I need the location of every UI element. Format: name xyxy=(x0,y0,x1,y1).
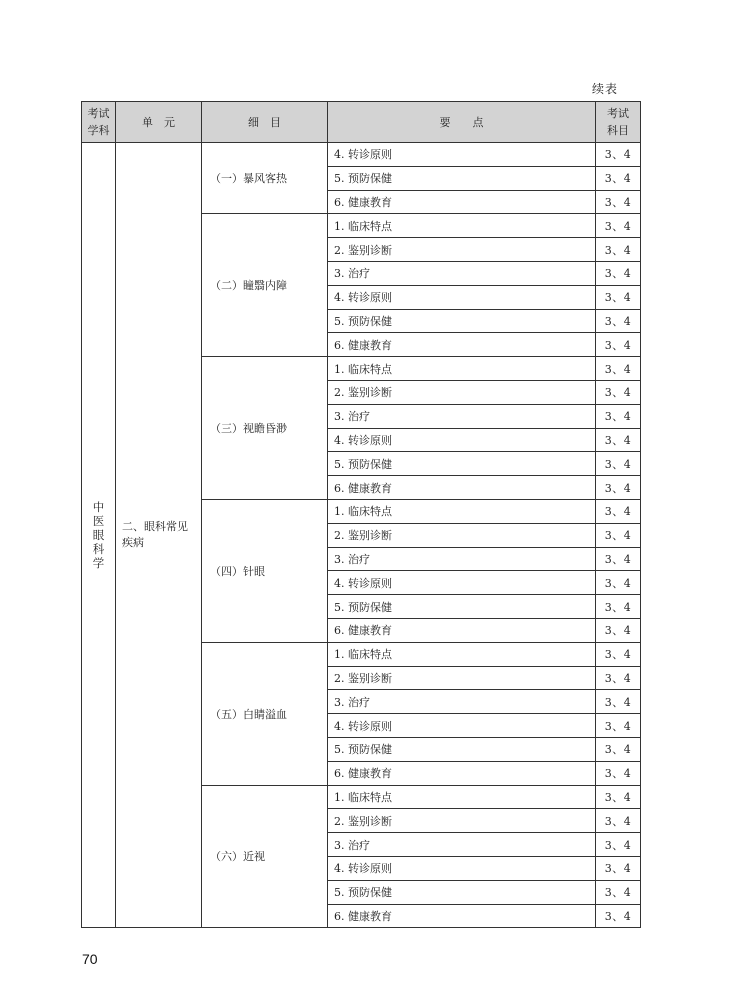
point-cell: 2. 鉴别诊断 xyxy=(328,809,596,833)
exam-cell: 3、4 xyxy=(596,238,641,262)
exam-cell: 3、4 xyxy=(596,404,641,428)
point-cell: 1. 临床特点 xyxy=(328,785,596,809)
header-points: 要 点 xyxy=(328,102,596,143)
point-cell: 2. 鉴别诊断 xyxy=(328,238,596,262)
exam-cell: 3、4 xyxy=(596,476,641,500)
item-cell: （四）针眼 xyxy=(202,499,328,642)
point-cell: 6. 健康教育 xyxy=(328,476,596,500)
point-cell: 6. 健康教育 xyxy=(328,333,596,357)
point-cell: 3. 治疗 xyxy=(328,547,596,571)
exam-cell: 3、4 xyxy=(596,214,641,238)
point-cell: 5. 预防保健 xyxy=(328,166,596,190)
point-cell: 5. 预防保健 xyxy=(328,595,596,619)
point-cell: 4. 转诊原则 xyxy=(328,143,596,167)
point-cell: 6. 健康教育 xyxy=(328,190,596,214)
exam-cell: 3、4 xyxy=(596,761,641,785)
point-cell: 5. 预防保健 xyxy=(328,880,596,904)
exam-cell: 3、4 xyxy=(596,833,641,857)
exam-cell: 3、4 xyxy=(596,428,641,452)
exam-cell: 3、4 xyxy=(596,856,641,880)
table-header-row xyxy=(82,102,641,143)
table-row xyxy=(82,143,641,167)
exam-cell: 3、4 xyxy=(596,523,641,547)
exam-cell: 3、4 xyxy=(596,571,641,595)
point-cell: 3. 治疗 xyxy=(328,261,596,285)
point-cell: 4. 转诊原则 xyxy=(328,856,596,880)
point-cell: 3. 治疗 xyxy=(328,690,596,714)
subject-cell xyxy=(82,143,116,928)
header-unit: 单 元 xyxy=(116,102,202,143)
item-cell: （五）白睛溢血 xyxy=(202,642,328,785)
continued-label: 续表 xyxy=(592,82,619,96)
exam-cell: 3、4 xyxy=(596,642,641,666)
syllabus-table xyxy=(81,101,641,928)
point-cell: 1. 临床特点 xyxy=(328,357,596,381)
point-cell: 3. 治疗 xyxy=(328,404,596,428)
header-subject: 考试 学科 xyxy=(82,102,116,143)
item-cell: （六）近视 xyxy=(202,785,328,928)
point-cell: 4. 转诊原则 xyxy=(328,571,596,595)
point-cell: 5. 预防保健 xyxy=(328,309,596,333)
point-cell: 6. 健康教育 xyxy=(328,904,596,928)
point-cell: 6. 健康教育 xyxy=(328,761,596,785)
exam-cell: 3、4 xyxy=(596,261,641,285)
exam-cell: 3、4 xyxy=(596,737,641,761)
point-cell: 2. 鉴别诊断 xyxy=(328,666,596,690)
exam-cell: 3、4 xyxy=(596,190,641,214)
exam-cell: 3、4 xyxy=(596,690,641,714)
point-cell: 5. 预防保健 xyxy=(328,452,596,476)
page-number: 70 xyxy=(82,951,98,967)
point-cell: 1. 临床特点 xyxy=(328,642,596,666)
header-exam: 考试 科目 xyxy=(596,102,641,143)
point-cell: 4. 转诊原则 xyxy=(328,428,596,452)
exam-cell: 3、4 xyxy=(596,904,641,928)
point-cell: 4. 转诊原则 xyxy=(328,714,596,738)
point-cell: 2. 鉴别诊断 xyxy=(328,523,596,547)
exam-cell: 3、4 xyxy=(596,285,641,309)
exam-cell: 3、4 xyxy=(596,547,641,571)
exam-cell: 3、4 xyxy=(596,499,641,523)
exam-cell: 3、4 xyxy=(596,880,641,904)
exam-cell: 3、4 xyxy=(596,452,641,476)
point-cell: 4. 转诊原则 xyxy=(328,285,596,309)
exam-cell: 3、4 xyxy=(596,309,641,333)
unit-cell: 二、眼科常见疾病 xyxy=(116,143,202,928)
exam-cell: 3、4 xyxy=(596,785,641,809)
point-cell: 1. 临床特点 xyxy=(328,499,596,523)
exam-cell: 3、4 xyxy=(596,595,641,619)
exam-cell: 3、4 xyxy=(596,166,641,190)
exam-cell: 3、4 xyxy=(596,143,641,167)
item-cell: （二）瞳翳内障 xyxy=(202,214,328,357)
exam-cell: 3、4 xyxy=(596,714,641,738)
exam-cell: 3、4 xyxy=(596,357,641,381)
exam-cell: 3、4 xyxy=(596,618,641,642)
exam-cell: 3、4 xyxy=(596,380,641,404)
header-item: 细 目 xyxy=(202,102,328,143)
exam-cell: 3、4 xyxy=(596,809,641,833)
subject-text: 中医眼科学 xyxy=(92,500,105,571)
point-cell: 3. 治疗 xyxy=(328,833,596,857)
exam-cell: 3、4 xyxy=(596,666,641,690)
item-cell: （一）暴风客热 xyxy=(202,143,328,214)
exam-cell: 3、4 xyxy=(596,333,641,357)
point-cell: 2. 鉴别诊断 xyxy=(328,380,596,404)
point-cell: 5. 预防保健 xyxy=(328,737,596,761)
point-cell: 1. 临床特点 xyxy=(328,214,596,238)
table-body xyxy=(82,143,641,928)
point-cell: 6. 健康教育 xyxy=(328,618,596,642)
item-cell: （三）视瞻昏渺 xyxy=(202,357,328,500)
